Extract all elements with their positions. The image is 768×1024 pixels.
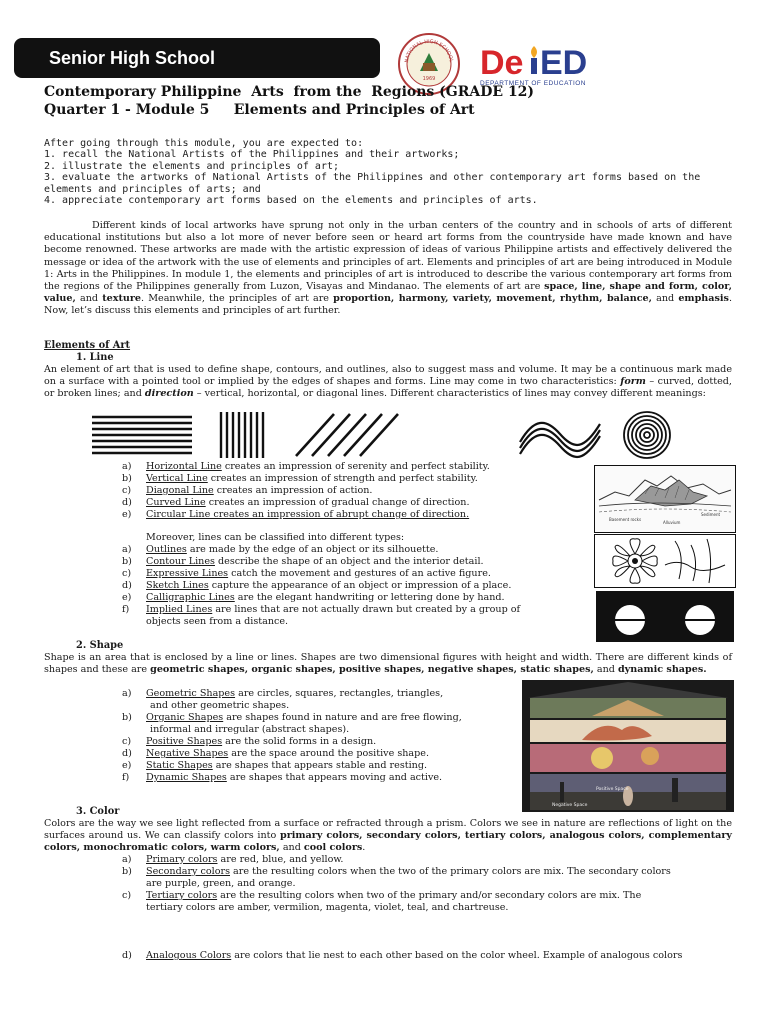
line-heading: 1. Line [76, 352, 114, 363]
list-item: e) Circular Line creates an impression of abrupt change of direction. [122, 509, 470, 520]
list-item: c) Positive Shapes are the solid forms in a design. [122, 736, 377, 747]
list-item: b) Vertical Line creates an impression of strength and perfect stability. [122, 473, 478, 484]
list-item: objects seen from a distance. [146, 616, 289, 627]
svg-text:De: De [480, 44, 524, 82]
objective-item: elements and principles of arts; and [44, 183, 261, 195]
intro-paragraph: Different kinds of local artworks have sprung not only in the urban centers of the country and in schools of arts of different educational institutions but also a lot more of never before seen or heard art forms from the countryside have made known and have become renowned. These artworks are made with the artistic expression of ideas of various Philippine artists and effectively delivered the message or idea of the artwork with the use of elements and principles of art. Elements and principles of art are being introduced in Module 1: Arts in the Philippines. In module 1, the elements and principles of art is introduced to describe the various contemporary art forms from the regions of the Philippines generally from Luzon, Visayas and Mindanao. The elements of art are space, line, shape and form, color, value, and texture. Meanwhile, the principles of art are proportion, harmony, variety, movement, rhythm, balance, and emphasis. Now, let’s discuss this elements and principles of art further. [44, 220, 733, 317]
list-item: e) Static Shapes are shapes that appears stable and resting. [122, 760, 428, 771]
list-item: a) Primary colors are red, blue, and yellow. [122, 854, 344, 865]
objective-item: 4. appreciate contemporary art forms based on the elements and principles of arts. [44, 195, 538, 207]
list-item: e) Calligraphic Lines are the elegant handwriting or lettering done by hand. [122, 592, 505, 603]
shape-description: Shape is an area that is enclosed by a line or lines. Shapes are two dimensional figures with height and width. There are different kinds of shapes and these are geometric shapes, organic shapes, positive shapes, negative shapes, static shapes, and dynamic shapes. [44, 652, 732, 676]
list-item: c) Expressive Lines catch the movement and gestures of an active figure. [122, 568, 491, 579]
line-classes-list [122, 544, 592, 628]
svg-text:1969: 1969 [422, 76, 436, 82]
list-item: d) Curved Line creates an impression of gradual change of direction. [122, 497, 470, 508]
banner-title: Senior High School [49, 48, 216, 68]
elements-heading: Elements of Art [44, 340, 131, 351]
list-item: b) Secondary colors are the resulting colors when the two of the primary colors are mix. The secondary colors [122, 866, 671, 877]
svg-text:ED: ED [540, 44, 588, 82]
horizontal-lines-illustration [92, 414, 192, 456]
header-banner [14, 38, 380, 78]
module-title-line2: Quarter 1 - Module 5 Elements and Principles of Art [44, 102, 475, 118]
sketch-label: Basement rocks [609, 517, 642, 522]
list-item: a) Geometric Shapes are circles, squares, rectangles, triangles, [122, 688, 444, 699]
line-types-list [122, 461, 592, 521]
color-heading: 3. Color [76, 806, 120, 817]
svg-text:NATIONAL HIGH SCHOOL: NATIONAL HIGH SCHOOL [403, 38, 454, 64]
list-item: a) Horizontal Line creates an impression of serenity and perfect stability. [122, 461, 490, 472]
positive-space-caption: Positive Space [596, 787, 629, 792]
list-item: a) Outlines are made by the edge of an object or its silhouette. [122, 544, 439, 555]
vertical-lines-illustration [218, 412, 268, 458]
line-description: An element of art that is used to define shape, contours, and outlines, also to suggest mass and volume. It may be a continuous mark made on a surface with a pointed tool or implied by the edges of shapes and forms. Line may come in two characteristics: form – curved, dotted, or broken lines; and direction – vertical, horizontal, or diagonal lines. Different characteristics of lines may convey different meanings: [44, 364, 732, 400]
objective-item: 3. evaluate the artworks of National Artists of the Philippines and other contemporary art forms based on the [44, 172, 701, 184]
flower-contour-image [594, 534, 736, 588]
shape-heading: 2. Shape [76, 640, 124, 651]
objectives [44, 138, 734, 206]
list-item: d) Sketch Lines capture the appearance of an object or impression of a place. [122, 580, 512, 591]
deped-logo [478, 40, 658, 90]
objective-item: 1. recall the National Artists of the Philippines and their artworks; [44, 149, 460, 161]
shapes-photo-collage [522, 680, 734, 812]
list-item: d) Analogous Colors are colors that lie nest to each other based on the color wheel. Example of analogous colors [122, 950, 683, 961]
color-description: Colors are the way we see light reflected from a surface or refracted through a prism. Colors we see in nature are reflections of light on the surfaces around us. We can classify colors into primary colors, secondary colors, tertiary colors, analogous colors, complementary colors, monochromatic colors, warm colors, and cool colors. [44, 818, 732, 854]
list-item: f) Dynamic Shapes are shapes that appears moving and active. [122, 772, 443, 783]
geology-sketch-image [594, 465, 736, 533]
shape-types-list [122, 688, 522, 784]
list-item: d) Negative Shapes are the space around the positive shape. [122, 748, 430, 759]
list-item: f) Implied Lines are lines that are not actually drawn but created by a group of [122, 604, 521, 615]
list-item: b) Contour Lines describe the shape of an object and the interior detail. [122, 556, 484, 567]
negative-space-caption: Negative Space [552, 803, 588, 808]
list-item: are purple, green, and orange. [146, 878, 296, 889]
list-item: tertiary colors are amber, vermilion, magenta, violet, teal, and chartreuse. [146, 902, 509, 913]
list-item: c) Diagonal Line creates an impression of action. [122, 485, 373, 496]
color-types-list [122, 854, 734, 914]
list-item: and other geometric shapes. [150, 700, 290, 711]
objectives-intro: After going through this module, you are expected to: [44, 138, 364, 149]
list-item: informal and irregular (abstract shapes). [150, 724, 350, 735]
implied-lines-image [596, 598, 734, 642]
svg-text:DEPARTMENT OF EDUCATION: DEPARTMENT OF EDUCATION [480, 80, 586, 87]
circular-lines-illustration [622, 410, 672, 460]
curved-lines-illustration [518, 408, 602, 460]
objective-item: 2. illustrate the elements and principles of art; [44, 160, 340, 172]
diagonal-lines-illustration [294, 412, 404, 458]
analogous-colors-item [122, 950, 734, 962]
module-title-line1: Contemporary Philippine Arts from the Regions (GRADE 12) [44, 84, 535, 100]
list-item: c) Tertiary colors are the resulting colors when two of the primary and/or secondary colors are mix. The [122, 890, 642, 901]
sketch-label: Sediment [701, 512, 721, 517]
line-classes-intro: Moreover, lines can be classified into different types: [146, 532, 405, 543]
sketch-label: Alluvium [663, 520, 681, 525]
list-item: b) Organic Shapes are shapes found in nature and are free flowing, [122, 712, 462, 723]
